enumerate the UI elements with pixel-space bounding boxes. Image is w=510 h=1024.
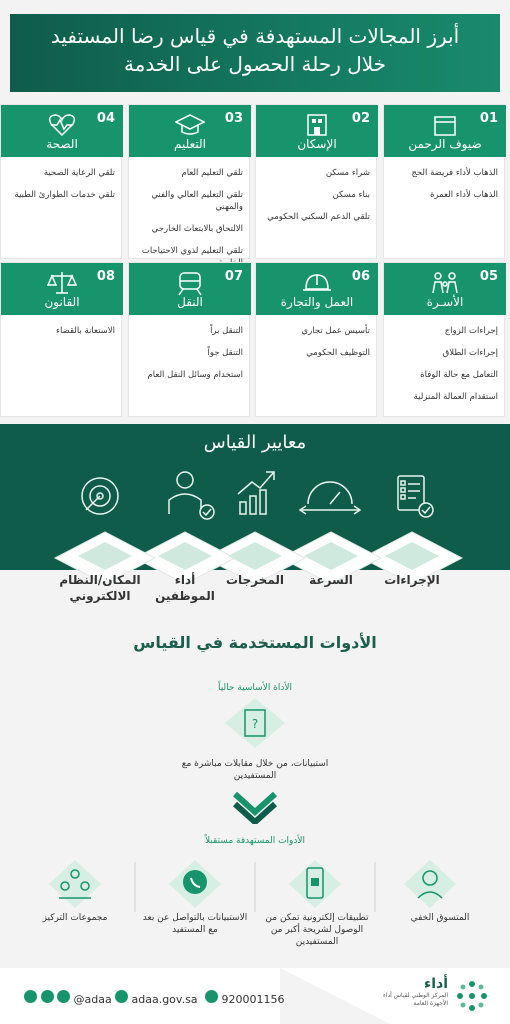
- scales-icon: [47, 269, 77, 297]
- youtube-icon: [41, 990, 54, 1003]
- category-items: [392, 325, 498, 413]
- category-items: [392, 167, 498, 211]
- checklist-icon: [398, 476, 433, 517]
- criterion-place: المكان/النظام الالكتروني: [59, 573, 141, 603]
- category-item: شراء مسكن: [325, 168, 370, 178]
- page-title: [18, 22, 492, 78]
- globe-icon: [115, 990, 128, 1003]
- criterion-procedures: الإجراءات: [384, 573, 440, 587]
- category-item: تلقي التعليم العالي والفني والمهني: [151, 190, 243, 212]
- graduation-cap-icon: [175, 111, 205, 139]
- tools-title: الأدوات المستخدمة في القياس: [133, 633, 377, 652]
- category-number: 02: [351, 111, 370, 126]
- title-line-1: أبرز المجالات المستهدفة في قياس رضا المستفيد: [50, 24, 460, 48]
- category-title: الأسـرة: [426, 295, 464, 309]
- category-item: تلقي التعليم لذوي الاحتياجات: [141, 246, 243, 256]
- criterion-outputs: المخرجات: [226, 573, 284, 587]
- category-items: [9, 167, 115, 211]
- brand-subtitle: المركز الوطني لقياس أداء الأجهزة العامة: [383, 992, 448, 1007]
- criterion-speed: السرعة: [309, 573, 353, 587]
- kaaba-icon: [430, 111, 460, 139]
- heart-pulse-icon: [47, 111, 77, 139]
- category-header: [129, 263, 251, 315]
- category-header: [384, 105, 506, 157]
- category-card: [255, 104, 377, 259]
- category-number: 08: [96, 269, 115, 284]
- category-header: [1, 263, 123, 315]
- category-card: [383, 262, 505, 417]
- category-header: [256, 105, 378, 157]
- footer-social[interactable]: [24, 990, 112, 1006]
- category-item: الاستعانة بالقضاء: [55, 326, 115, 336]
- title-line-2: خلال رحلة الحصول على الخدمة: [123, 52, 387, 76]
- current-tool-text: استبيانات، من خلال مقابلات مباشرة مع المستفيدين: [181, 759, 329, 781]
- category-title: الصحة: [46, 137, 78, 151]
- future-tools-title: الأدوات المستهدفة مستقبلاً: [204, 836, 306, 846]
- train-icon: [175, 269, 205, 297]
- category-title: العمل والتجارة: [280, 295, 354, 309]
- hardhat-icon: [302, 269, 332, 297]
- brand-name: أداء: [424, 976, 448, 992]
- category-card: [0, 262, 122, 417]
- category-card: [383, 104, 505, 259]
- current-tool-title: الأداة الأساسية حالياً: [217, 683, 293, 693]
- category-title: النقل: [177, 295, 203, 309]
- category-title: الإسكان: [297, 137, 337, 151]
- category-title: القانون: [44, 295, 80, 309]
- employee-icon: [169, 472, 214, 519]
- twitter-icon: [57, 990, 70, 1003]
- category-item: إجراءات الزواج: [444, 326, 498, 336]
- building-icon: [302, 111, 332, 139]
- phone-icon: [205, 990, 218, 1003]
- category-header: [256, 263, 378, 315]
- category-card: [0, 104, 122, 259]
- category-header: [384, 263, 506, 315]
- phone-text: 920001156: [221, 993, 285, 1006]
- snapchat-icon: [24, 990, 37, 1003]
- footer-phone[interactable]: [205, 990, 285, 1006]
- category-number: 03: [224, 111, 243, 126]
- family-icon: [430, 269, 460, 297]
- criterion-employees: أداء الموظفين: [155, 573, 215, 603]
- criteria-title: معايير القياس: [203, 432, 307, 453]
- whatsapp-icon: [169, 860, 221, 908]
- category-items: [137, 325, 243, 391]
- category-items: [264, 167, 370, 233]
- category-item: إجراءات الطلاق: [442, 348, 498, 358]
- future-tool-mobile-app: تطبيقات إلكترونية تمكن من الوصول لشريحة أكبر من المستفيدين: [265, 913, 369, 947]
- mobile-app-icon: [289, 860, 341, 908]
- brand-logo-icon: [452, 976, 492, 1016]
- footer-website[interactable]: [115, 990, 198, 1006]
- category-items: [264, 325, 370, 369]
- focus-group-icon: [49, 860, 101, 908]
- website-text: adaa.gov.sa: [131, 993, 198, 1006]
- category-item: استخدام وسائل النقل العام: [147, 370, 243, 380]
- svg-text:?: ?: [251, 717, 259, 731]
- social-handle: @adaa: [73, 993, 112, 1006]
- mystery-shopper-icon: [404, 860, 456, 908]
- future-tools-icons: [0, 852, 510, 912]
- future-tool-remote-survey: الاستبيانات بالتواصل عن بعد مع المستفيد: [142, 913, 248, 935]
- category-item: استقدام العمالة المنزلية: [413, 392, 498, 402]
- category-item: تلقي خدمات الطوارئ الطبية: [14, 190, 115, 200]
- speedometer-icon: [300, 482, 360, 514]
- survey-icon: [225, 698, 285, 748]
- category-item: تلقي الرعاية الصحية: [43, 168, 115, 178]
- future-tool-mystery-shopper: المتسوق الخفي: [410, 913, 470, 923]
- category-items: [9, 325, 115, 347]
- category-item: الالتحاق بالابتعاث الخارجي: [151, 224, 243, 234]
- category-item: التعامل مع حالة الوفاة: [420, 370, 498, 380]
- category-item: التنقل جواً: [207, 348, 243, 358]
- category-number: 06: [351, 269, 370, 284]
- category-card: [255, 262, 377, 417]
- category-number: 01: [479, 111, 498, 126]
- brand: [368, 976, 448, 1008]
- category-title: ضيوف الرحمن: [408, 137, 482, 151]
- category-item: تلقي التعليم العام: [181, 168, 243, 178]
- category-item: الذهاب لأداء العمرة: [430, 190, 498, 200]
- category-header: [129, 105, 251, 157]
- category-item: التنقل براً: [210, 326, 243, 336]
- category-header: [1, 105, 123, 157]
- category-item: الذهاب لأداء فريضة الحج: [411, 168, 498, 178]
- category-card: [128, 104, 250, 259]
- category-item: تأسيس عمل تجاري: [301, 326, 370, 336]
- category-item: بناء مسكن: [332, 190, 370, 200]
- category-number: 07: [224, 269, 243, 284]
- category-card: [128, 262, 250, 417]
- target-icon: [82, 478, 118, 514]
- category-title: التعليم: [174, 137, 206, 151]
- future-tool-focus-groups: مجموعات التركيز: [42, 913, 108, 923]
- category-item: تلقي الدعم السكني الحكومي: [267, 212, 370, 222]
- category-number: 05: [479, 269, 498, 284]
- category-item: التوظيف الحكومي: [306, 348, 370, 358]
- growth-chart-icon: [238, 472, 274, 514]
- chevron-down-icon: [233, 790, 277, 824]
- category-number: 04: [96, 111, 115, 126]
